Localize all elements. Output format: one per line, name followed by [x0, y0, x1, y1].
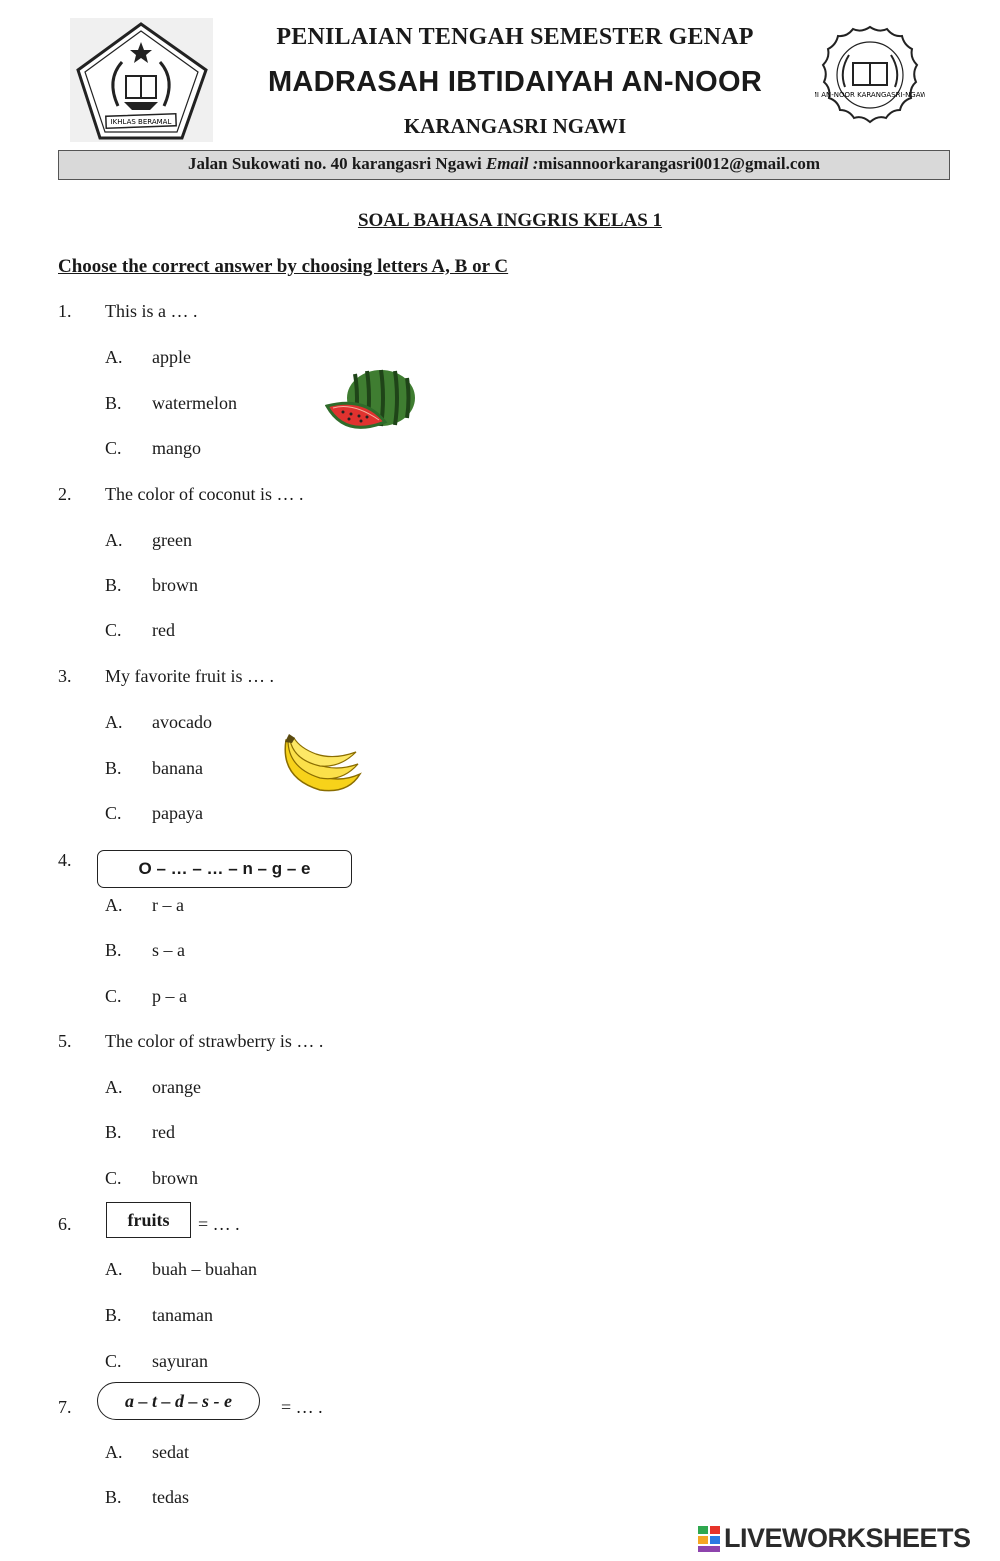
question-number: 2. — [58, 484, 72, 504]
right-logo-text: MI AN-NOOR KARANGASRI-NGAWI — [815, 91, 925, 99]
option-text[interactable]: s – a — [152, 940, 185, 960]
option-text[interactable]: papaya — [152, 803, 203, 823]
option-text[interactable]: buah – buahan — [152, 1259, 257, 1279]
option-letter[interactable]: A. — [105, 1259, 123, 1279]
option-letter[interactable]: A. — [105, 1077, 123, 1097]
option-text[interactable]: mango — [152, 438, 201, 458]
option-text[interactable]: brown — [152, 575, 198, 595]
option-text[interactable]: brown — [152, 1168, 198, 1188]
option-text[interactable]: red — [152, 1122, 175, 1142]
email-label: Email : — [485, 154, 539, 173]
option-letter[interactable]: B. — [105, 1305, 122, 1325]
option-text[interactable]: r – a — [152, 895, 184, 915]
email-address[interactable]: misannoorkarangasri0012@gmail.com — [538, 154, 821, 173]
school-name: MADRASAH IBTIDAIYAH AN-NOOR — [267, 66, 763, 98]
option-letter[interactable]: A. — [105, 895, 123, 915]
watermelon-image — [325, 366, 419, 434]
option-text[interactable]: sedat — [152, 1442, 189, 1462]
option-text[interactable]: sayuran — [152, 1351, 208, 1371]
option-text[interactable]: red — [152, 620, 175, 640]
question-suffix: = … . — [198, 1214, 240, 1234]
option-text[interactable]: orange — [152, 1077, 201, 1097]
option-text[interactable]: tedas — [152, 1487, 189, 1507]
address-bar — [58, 150, 950, 180]
option-letter[interactable]: C. — [105, 1351, 122, 1371]
option-text[interactable]: watermelon — [152, 393, 237, 413]
option-text[interactable]: avocado — [152, 712, 212, 732]
option-text[interactable]: apple — [152, 347, 191, 367]
question-text: This is a … . — [105, 301, 198, 321]
left-logo-text: IKHLAS BERAMAL — [110, 118, 172, 126]
question-text: The color of coconut is … . — [105, 484, 304, 504]
question-number: 6. — [58, 1214, 72, 1234]
option-letter[interactable]: C. — [105, 438, 122, 458]
option-text[interactable]: green — [152, 530, 192, 550]
address-text: Jalan Sukowati no. 40 karangasri Ngawi — [187, 154, 486, 173]
question-number: 1. — [58, 301, 72, 321]
option-letter[interactable]: B. — [105, 575, 122, 595]
option-letter[interactable]: B. — [105, 940, 122, 960]
scrambled-word-box: a – t – d – s - e — [97, 1382, 260, 1420]
option-letter[interactable]: B. — [105, 758, 122, 778]
question-number: 5. — [58, 1031, 72, 1051]
option-letter[interactable]: A. — [105, 347, 123, 367]
subject-heading: SOAL BAHASA INGGRIS KELAS 1 — [357, 210, 663, 231]
school-location: KARANGASRI NGAWI — [403, 114, 627, 138]
word-box: fruits — [106, 1202, 191, 1238]
brand-name[interactable]: LIVEWORKSHEETS — [724, 1523, 971, 1553]
option-text[interactable]: banana — [152, 758, 203, 778]
question-number: 7. — [58, 1397, 72, 1417]
option-letter[interactable]: A. — [105, 712, 123, 732]
option-letter[interactable]: A. — [105, 530, 123, 550]
question-number: 3. — [58, 666, 72, 686]
option-letter[interactable]: C. — [105, 620, 122, 640]
question-number: 4. — [58, 850, 72, 870]
option-letter[interactable]: C. — [105, 1168, 122, 1188]
exam-title: PENILAIAN TENGAH SEMESTER GENAP — [276, 24, 754, 50]
option-letter[interactable]: B. — [105, 1487, 122, 1507]
option-letter[interactable]: C. — [105, 803, 122, 823]
option-text[interactable]: p – a — [152, 986, 187, 1006]
liveworksheets-logo-icon — [698, 1524, 722, 1554]
banana-image — [276, 734, 362, 796]
question-suffix: = … . — [281, 1397, 323, 1417]
option-letter[interactable]: B. — [105, 1122, 122, 1142]
option-letter[interactable]: C. — [105, 986, 122, 1006]
instruction: Choose the correct answer by choosing letters A, B or C — [58, 256, 509, 277]
question-text: The color of strawberry is … . — [105, 1031, 324, 1051]
option-letter[interactable]: B. — [105, 393, 122, 413]
option-letter[interactable]: A. — [105, 1442, 123, 1462]
letter-puzzle-box: O – … – … – n – g – e — [97, 850, 352, 888]
question-text: My favorite fruit is … . — [105, 666, 274, 686]
option-text[interactable]: tanaman — [152, 1305, 213, 1325]
